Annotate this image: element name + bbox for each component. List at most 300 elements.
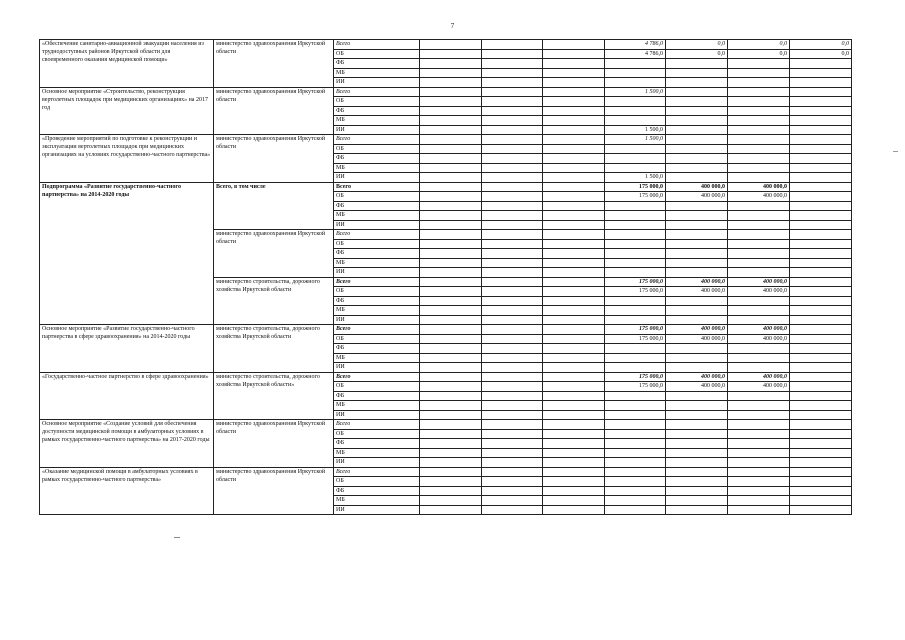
amount-cell bbox=[728, 249, 790, 259]
amount-cell bbox=[790, 287, 852, 297]
amount-cell bbox=[790, 344, 852, 354]
amount-cell bbox=[420, 334, 482, 344]
amount-cell bbox=[790, 97, 852, 107]
amount-cell bbox=[666, 135, 728, 145]
amount-cell bbox=[666, 116, 728, 126]
amount-cell bbox=[482, 163, 543, 173]
amount-cell bbox=[605, 59, 666, 69]
amount-cell bbox=[420, 448, 482, 458]
amount-cell bbox=[482, 230, 543, 240]
responsible-executor: министерство строительства, дорожного хозяйства Иркутской области bbox=[214, 325, 334, 373]
amount-cell bbox=[543, 458, 605, 468]
amount-cell bbox=[482, 467, 543, 477]
amount-cell bbox=[605, 486, 666, 496]
amount-cell: 400 000,0 bbox=[666, 287, 728, 297]
amount-cell bbox=[790, 163, 852, 173]
amount-cell bbox=[790, 220, 852, 230]
funding-source: ИИ bbox=[334, 173, 420, 183]
amount-cell bbox=[543, 344, 605, 354]
funding-source: ИИ bbox=[334, 78, 420, 88]
amount-cell bbox=[543, 420, 605, 430]
amount-cell bbox=[728, 439, 790, 449]
funding-source: МБ bbox=[334, 401, 420, 411]
funding-source: МБ bbox=[334, 68, 420, 78]
funding-source: ИИ bbox=[334, 315, 420, 325]
funding-source: ФБ bbox=[334, 344, 420, 354]
table-row bbox=[40, 420, 852, 430]
amount-cell: 400 000,0 bbox=[728, 325, 790, 335]
amount-cell bbox=[728, 306, 790, 316]
amount-cell bbox=[482, 201, 543, 211]
amount-cell bbox=[420, 458, 482, 468]
amount-cell bbox=[728, 477, 790, 487]
amount-cell: 4 786,0 bbox=[605, 40, 666, 50]
amount-cell bbox=[543, 182, 605, 192]
amount-cell: 400 000,0 bbox=[666, 182, 728, 192]
table-row bbox=[40, 467, 852, 477]
amount-cell bbox=[482, 125, 543, 135]
table-row bbox=[40, 135, 852, 145]
amount-cell bbox=[666, 401, 728, 411]
amount-cell bbox=[543, 40, 605, 50]
amount-cell bbox=[543, 363, 605, 373]
amount-cell bbox=[666, 154, 728, 164]
amount-cell bbox=[543, 496, 605, 506]
amount-cell bbox=[482, 429, 543, 439]
amount-cell: 400 000,0 bbox=[666, 277, 728, 287]
amount-cell bbox=[543, 97, 605, 107]
funding-source: Всего bbox=[334, 325, 420, 335]
amount-cell bbox=[420, 239, 482, 249]
funding-source: ФБ bbox=[334, 154, 420, 164]
funding-source: ФБ bbox=[334, 201, 420, 211]
amount-cell bbox=[420, 87, 482, 97]
amount-cell bbox=[605, 363, 666, 373]
amount-cell bbox=[666, 410, 728, 420]
amount-cell bbox=[666, 125, 728, 135]
amount-cell bbox=[790, 173, 852, 183]
amount-cell bbox=[666, 448, 728, 458]
amount-cell bbox=[543, 334, 605, 344]
amount-cell: 0,0 bbox=[790, 49, 852, 59]
amount-cell bbox=[420, 363, 482, 373]
amount-cell bbox=[420, 496, 482, 506]
amount-cell bbox=[482, 220, 543, 230]
amount-cell bbox=[543, 277, 605, 287]
amount-cell bbox=[482, 211, 543, 221]
amount-cell bbox=[482, 458, 543, 468]
funding-source: МБ bbox=[334, 163, 420, 173]
amount-cell bbox=[605, 410, 666, 420]
amount-cell bbox=[543, 144, 605, 154]
funding-source: ФБ bbox=[334, 249, 420, 259]
amount-cell bbox=[482, 59, 543, 69]
funding-source: ОБ bbox=[334, 334, 420, 344]
amount-cell bbox=[420, 410, 482, 420]
amount-cell bbox=[666, 458, 728, 468]
amount-cell bbox=[605, 429, 666, 439]
amount-cell bbox=[482, 344, 543, 354]
amount-cell bbox=[543, 163, 605, 173]
amount-cell: 400 000,0 bbox=[666, 382, 728, 392]
responsible-executor: Всего, в том числе bbox=[214, 182, 334, 230]
amount-cell bbox=[420, 220, 482, 230]
amount-cell bbox=[728, 448, 790, 458]
amount-cell bbox=[790, 239, 852, 249]
amount-cell bbox=[543, 154, 605, 164]
amount-cell bbox=[420, 163, 482, 173]
amount-cell: 400 000,0 bbox=[666, 372, 728, 382]
amount-cell bbox=[420, 353, 482, 363]
funding-source: ОБ bbox=[334, 382, 420, 392]
amount-cell bbox=[543, 391, 605, 401]
funding-source: МБ bbox=[334, 496, 420, 506]
amount-cell bbox=[666, 467, 728, 477]
amount-cell bbox=[790, 334, 852, 344]
amount-cell bbox=[666, 486, 728, 496]
amount-cell bbox=[728, 163, 790, 173]
amount-cell bbox=[605, 106, 666, 116]
funding-source: Всего bbox=[334, 277, 420, 287]
amount-cell bbox=[605, 477, 666, 487]
amount-cell bbox=[728, 496, 790, 506]
table-row bbox=[40, 40, 852, 50]
amount-cell: 400 000,0 bbox=[728, 382, 790, 392]
amount-cell bbox=[666, 315, 728, 325]
amount-cell bbox=[605, 458, 666, 468]
amount-cell bbox=[666, 363, 728, 373]
amount-cell bbox=[666, 78, 728, 88]
amount-cell bbox=[605, 201, 666, 211]
amount-cell bbox=[543, 173, 605, 183]
funding-source: ОБ bbox=[334, 239, 420, 249]
amount-cell bbox=[482, 401, 543, 411]
amount-cell bbox=[790, 230, 852, 240]
amount-cell bbox=[790, 372, 852, 382]
amount-cell bbox=[790, 78, 852, 88]
amount-cell bbox=[420, 201, 482, 211]
amount-cell bbox=[420, 59, 482, 69]
amount-cell bbox=[543, 505, 605, 515]
funding-source: ОБ bbox=[334, 429, 420, 439]
amount-cell bbox=[728, 315, 790, 325]
amount-cell bbox=[790, 258, 852, 268]
table-row bbox=[40, 182, 852, 192]
amount-cell bbox=[482, 477, 543, 487]
amount-cell bbox=[666, 505, 728, 515]
amount-cell bbox=[543, 296, 605, 306]
amount-cell bbox=[420, 97, 482, 107]
amount-cell bbox=[666, 230, 728, 240]
funding-source: ФБ bbox=[334, 59, 420, 69]
amount-cell: 175 000,0 bbox=[605, 382, 666, 392]
amount-cell bbox=[420, 144, 482, 154]
amount-cell bbox=[420, 439, 482, 449]
amount-cell bbox=[790, 439, 852, 449]
amount-cell: 175 000,0 bbox=[605, 182, 666, 192]
amount-cell bbox=[666, 429, 728, 439]
amount-cell bbox=[482, 353, 543, 363]
amount-cell bbox=[482, 40, 543, 50]
activity-title: Основное мероприятие «Создание условий для обеспечения доступности медицинской помощи в амбулаторных условиях в рамках государственно-частного партнерства» на 2017-2020 годы bbox=[40, 420, 214, 468]
amount-cell bbox=[790, 59, 852, 69]
amount-cell bbox=[605, 154, 666, 164]
amount-cell bbox=[666, 87, 728, 97]
amount-cell bbox=[666, 344, 728, 354]
amount-cell bbox=[482, 334, 543, 344]
funding-source: ИИ bbox=[334, 505, 420, 515]
responsible-executor: министерство здравоохранения Иркутской области bbox=[214, 87, 334, 135]
amount-cell bbox=[420, 382, 482, 392]
amount-cell bbox=[790, 486, 852, 496]
amount-cell bbox=[728, 505, 790, 515]
amount-cell: 400 000,0 bbox=[728, 287, 790, 297]
amount-cell bbox=[728, 391, 790, 401]
amount-cell bbox=[482, 144, 543, 154]
amount-cell bbox=[666, 97, 728, 107]
amount-cell bbox=[728, 268, 790, 278]
amount-cell: 400 000,0 bbox=[728, 277, 790, 287]
funding-source: МБ bbox=[334, 211, 420, 221]
amount-cell bbox=[482, 87, 543, 97]
amount-cell bbox=[420, 344, 482, 354]
funding-source: МБ bbox=[334, 448, 420, 458]
amount-cell bbox=[728, 344, 790, 354]
amount-cell bbox=[790, 268, 852, 278]
amount-cell bbox=[790, 201, 852, 211]
amount-cell bbox=[482, 420, 543, 430]
amount-cell bbox=[605, 78, 666, 88]
amount-cell bbox=[728, 144, 790, 154]
amount-cell bbox=[543, 325, 605, 335]
funding-source: ИИ bbox=[334, 458, 420, 468]
amount-cell bbox=[420, 182, 482, 192]
amount-cell bbox=[728, 211, 790, 221]
funding-source: ОБ bbox=[334, 287, 420, 297]
amount-cell bbox=[790, 429, 852, 439]
amount-cell bbox=[605, 353, 666, 363]
amount-cell bbox=[728, 154, 790, 164]
amount-cell bbox=[605, 467, 666, 477]
amount-cell bbox=[790, 211, 852, 221]
amount-cell: 0,0 bbox=[728, 49, 790, 59]
amount-cell bbox=[790, 325, 852, 335]
amount-cell bbox=[790, 192, 852, 202]
amount-cell bbox=[666, 144, 728, 154]
amount-cell bbox=[790, 477, 852, 487]
amount-cell bbox=[543, 382, 605, 392]
responsible-executor: министерство строительства, дорожного хозяйства Иркутской области bbox=[214, 277, 334, 325]
amount-cell bbox=[543, 59, 605, 69]
activity-title: «Государственно-частное партнерство в сфере здравоохранения» bbox=[40, 372, 214, 420]
amount-cell bbox=[605, 391, 666, 401]
funding-source: Всего bbox=[334, 135, 420, 145]
amount-cell bbox=[543, 68, 605, 78]
amount-cell bbox=[482, 287, 543, 297]
amount-cell bbox=[543, 125, 605, 135]
amount-cell bbox=[605, 268, 666, 278]
amount-cell bbox=[666, 201, 728, 211]
scan-mark bbox=[174, 537, 180, 538]
activity-title: Основное мероприятие «Развитие государственно-частного партнерства в сфере здравоохранения» на 2014-2020 годы bbox=[40, 325, 214, 373]
funding-source: ФБ bbox=[334, 439, 420, 449]
amount-cell bbox=[605, 211, 666, 221]
amount-cell bbox=[666, 391, 728, 401]
amount-cell bbox=[482, 68, 543, 78]
amount-cell bbox=[728, 401, 790, 411]
amount-cell bbox=[482, 315, 543, 325]
amount-cell bbox=[543, 401, 605, 411]
amount-cell bbox=[605, 505, 666, 515]
amount-cell bbox=[790, 401, 852, 411]
amount-cell bbox=[605, 220, 666, 230]
amount-cell bbox=[666, 59, 728, 69]
amount-cell bbox=[790, 68, 852, 78]
amount-cell bbox=[420, 477, 482, 487]
responsible-executor: министерство здравоохранения Иркутской области bbox=[214, 40, 334, 88]
amount-cell bbox=[605, 496, 666, 506]
responsible-executor: министерство здравоохранения Иркутской области bbox=[214, 420, 334, 468]
amount-cell bbox=[605, 296, 666, 306]
amount-cell bbox=[543, 211, 605, 221]
amount-cell: 175 000,0 bbox=[605, 372, 666, 382]
amount-cell bbox=[420, 277, 482, 287]
table-row bbox=[40, 372, 852, 382]
amount-cell bbox=[420, 306, 482, 316]
amount-cell bbox=[543, 477, 605, 487]
amount-cell bbox=[605, 306, 666, 316]
amount-cell bbox=[790, 116, 852, 126]
amount-cell bbox=[543, 116, 605, 126]
amount-cell bbox=[790, 458, 852, 468]
amount-cell bbox=[543, 372, 605, 382]
amount-cell bbox=[728, 220, 790, 230]
amount-cell bbox=[790, 363, 852, 373]
amount-cell bbox=[420, 40, 482, 50]
amount-cell bbox=[666, 296, 728, 306]
amount-cell bbox=[728, 353, 790, 363]
funding-source: ФБ bbox=[334, 391, 420, 401]
amount-cell bbox=[728, 135, 790, 145]
amount-cell bbox=[543, 230, 605, 240]
amount-cell: 1 500,0 bbox=[605, 135, 666, 145]
amount-cell: 400 000,0 bbox=[728, 192, 790, 202]
amount-cell bbox=[790, 391, 852, 401]
amount-cell bbox=[605, 68, 666, 78]
amount-cell bbox=[543, 239, 605, 249]
funding-table bbox=[39, 39, 852, 515]
amount-cell bbox=[790, 505, 852, 515]
amount-cell bbox=[790, 135, 852, 145]
amount-cell bbox=[728, 87, 790, 97]
amount-cell bbox=[420, 49, 482, 59]
amount-cell bbox=[605, 249, 666, 259]
table-row bbox=[40, 87, 852, 97]
amount-cell bbox=[666, 477, 728, 487]
amount-cell bbox=[605, 230, 666, 240]
amount-cell bbox=[666, 220, 728, 230]
amount-cell bbox=[728, 78, 790, 88]
amount-cell bbox=[420, 467, 482, 477]
amount-cell: 0,0 bbox=[666, 49, 728, 59]
amount-cell bbox=[728, 97, 790, 107]
amount-cell bbox=[728, 363, 790, 373]
amount-cell bbox=[543, 268, 605, 278]
amount-cell bbox=[728, 59, 790, 69]
amount-cell: 400 000,0 bbox=[728, 372, 790, 382]
funding-source: МБ bbox=[334, 306, 420, 316]
amount-cell bbox=[666, 173, 728, 183]
amount-cell bbox=[482, 325, 543, 335]
amount-cell bbox=[666, 258, 728, 268]
funding-source: МБ bbox=[334, 353, 420, 363]
amount-cell: 175 000,0 bbox=[605, 325, 666, 335]
amount-cell bbox=[543, 78, 605, 88]
amount-cell bbox=[420, 401, 482, 411]
amount-cell: 400 000,0 bbox=[666, 325, 728, 335]
amount-cell bbox=[543, 486, 605, 496]
amount-cell bbox=[482, 296, 543, 306]
amount-cell bbox=[420, 173, 482, 183]
amount-cell bbox=[543, 192, 605, 202]
responsible-executor: министерство здравоохранения Иркутской области bbox=[214, 135, 334, 183]
amount-cell bbox=[420, 230, 482, 240]
amount-cell bbox=[543, 135, 605, 145]
amount-cell bbox=[482, 106, 543, 116]
amount-cell bbox=[420, 125, 482, 135]
amount-cell bbox=[605, 258, 666, 268]
amount-cell bbox=[420, 315, 482, 325]
amount-cell bbox=[666, 268, 728, 278]
funding-source: ОБ bbox=[334, 477, 420, 487]
amount-cell bbox=[420, 325, 482, 335]
funding-source: МБ bbox=[334, 116, 420, 126]
amount-cell bbox=[482, 135, 543, 145]
amount-cell bbox=[790, 467, 852, 477]
amount-cell: 400 000,0 bbox=[666, 334, 728, 344]
amount-cell bbox=[790, 87, 852, 97]
amount-cell bbox=[790, 382, 852, 392]
amount-cell bbox=[482, 78, 543, 88]
amount-cell: 1 500,0 bbox=[605, 87, 666, 97]
amount-cell bbox=[543, 467, 605, 477]
amount-cell bbox=[666, 249, 728, 259]
amount-cell bbox=[728, 429, 790, 439]
funding-source: Всего bbox=[334, 230, 420, 240]
responsible-executor: министерство здравоохранения Иркутской области bbox=[214, 230, 334, 278]
amount-cell bbox=[420, 68, 482, 78]
amount-cell bbox=[482, 410, 543, 420]
funding-source: ОБ bbox=[334, 97, 420, 107]
amount-cell: 1 500,0 bbox=[605, 125, 666, 135]
amount-cell: 0,0 bbox=[790, 40, 852, 50]
amount-cell bbox=[790, 410, 852, 420]
funding-source: Всего bbox=[334, 40, 420, 50]
page-number: 7 bbox=[450, 22, 455, 30]
amount-cell: 0,0 bbox=[666, 40, 728, 50]
amount-cell bbox=[728, 467, 790, 477]
amount-cell bbox=[420, 249, 482, 259]
amount-cell bbox=[482, 363, 543, 373]
amount-cell bbox=[605, 401, 666, 411]
amount-cell bbox=[543, 249, 605, 259]
amount-cell bbox=[420, 296, 482, 306]
amount-cell bbox=[790, 448, 852, 458]
activity-title: Основное мероприятие «Строительство, реконструкция вертолетных площадок при медицинских организациях» на 2017 год bbox=[40, 87, 214, 135]
amount-cell bbox=[790, 296, 852, 306]
amount-cell bbox=[790, 306, 852, 316]
amount-cell bbox=[420, 429, 482, 439]
